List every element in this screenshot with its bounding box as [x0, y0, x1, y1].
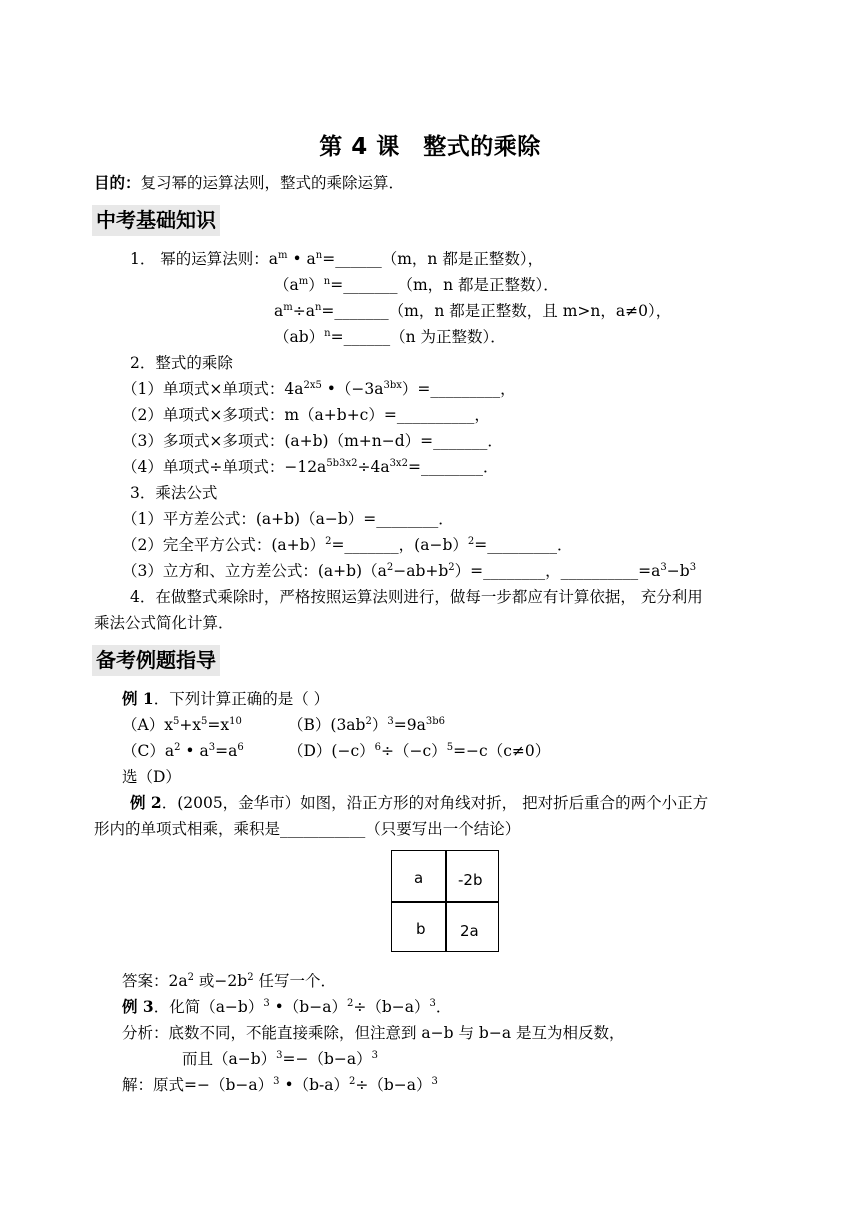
- example-1-line: [122, 689, 329, 709]
- purpose-text: 复习幂的运算法则，整式的乘除运算．: [140, 174, 405, 192]
- example-2-label: 例 2: [130, 793, 162, 812]
- example-1-label: 例 1: [122, 689, 154, 708]
- purpose-line: [94, 173, 404, 193]
- example-3-label: 例 3: [122, 997, 154, 1016]
- note-line-2: 乘法公式简化计算．: [94, 614, 234, 632]
- section-heading-basics: 中考基础知识: [92, 205, 220, 236]
- example-2-answer: 答案：$2a^2$ 或$-2b^2$ 任写一个．: [122, 972, 336, 990]
- mult-line-1: （1）单项式×单项式：$4a^{2x5}$ $•(-3a^{3bx})=\_\_\_\_\_\_\_\_\_$，: [122, 380, 516, 398]
- example-1-text: ．下列计算正确的是（ ）: [153, 690, 330, 708]
- formula-line-1: （1）平方差公式：(a+b)（a−b）=________．: [122, 510, 454, 528]
- example-3-line: [122, 997, 451, 1017]
- section-heading-examples: 备考例题指导: [92, 645, 220, 676]
- formula-line-2: （2）完全平方公式：(a+b）$^2$=_______，(a−b）$^2$=_________．: [122, 536, 573, 554]
- purpose-label: 目的：: [94, 173, 141, 192]
- option-d: $(D)(-c)^6\div(-c)^5=-c(c\ne 0)$: [288, 742, 551, 760]
- mult-line-3: （3）多项式×多项式：(a+b)（m+n−d）=_______．: [122, 432, 503, 450]
- grid-cell-bottom-right: 2a: [460, 922, 479, 940]
- formula-line-3: （3）立方和、立方差公式：$(a+b)(a^2-ab+b^2)=\_\_\_\_\_\_\_\_$，$\_\_\_\_\_\_\_\_\_\_=a^3-b^3$: [122, 562, 697, 580]
- example-3-text: ．化简$(a-b)^3$ $•(b-a)^2\div(b-a)^3$．: [153, 998, 452, 1016]
- rule-line-4: （ab）$^n$=______（n 为正整数）．: [274, 328, 506, 346]
- rule-line-3: $a^m\div a^n=\_\_\_\_\_\_\_(m$，n 都是正整数，且 m>n，a≠0），: [274, 302, 672, 320]
- option-c: $(C)a^2$ • $a^3=a^6$: [122, 742, 244, 760]
- mult-line-2: （2）单项式×多项式：m（a+b+c）=__________，: [122, 406, 490, 424]
- note-line-1: 4．在做整式乘除时，严格按照运算法则进行，做每一步都应有计算依据， 充分利用: [130, 588, 703, 606]
- grid-cell-top-left: a: [414, 869, 424, 887]
- example-2-line-2: 形内的单项式相乘，乘积是___________（只要写出一个结论）: [94, 820, 521, 838]
- example-3-solution: 解：原式$=-(b-a)^3$ $•(b-a)^2\div(b-a)^3$: [122, 1076, 438, 1094]
- grid-divider-horizontal: [392, 901, 498, 903]
- option-a: $(A)x^5+x^5=x^{10}$: [122, 716, 242, 734]
- square-grid-figure: [391, 850, 499, 952]
- rule-line-2: $(a^m)^n=\_\_\_\_\_\_\_(m$，n 都是正整数）．: [274, 276, 559, 294]
- example-2-line: [130, 793, 708, 813]
- mult-line-4: （4）单项式÷单项式：$-12a^{5b3x2}\div 4a^{3x2}=\_\_\_\_\_\_\_\_$．: [122, 458, 499, 476]
- example-1-answer: 选（D）: [122, 768, 181, 786]
- heading-item-3: 3．乘法公式: [130, 484, 218, 502]
- example-3-analysis-2: 而且$(a-b)^3=-(b-a)^3$: [182, 1050, 379, 1068]
- grid-cell-top-right: -2b: [458, 871, 483, 889]
- heading-item-2: 2．整式的乘除: [130, 354, 233, 372]
- example-2-text: ．(2005，金华市）如图，沿正方形的对角线对折， 把对折后重合的两个小正方: [161, 794, 709, 812]
- example-3-analysis: 分析：底数不同，不能直接乘除，但注意到 a−b 与 b−a 是互为相反数，: [122, 1024, 625, 1042]
- rule-line-1: 1． 幂的运算法则：$a^m$ • $a^n=\_\_\_\_\_\_(m$，n 都是正整数），: [130, 250, 544, 268]
- option-b: $(B)(3ab^2)^3=9a^{3b6}$: [288, 716, 445, 734]
- page-title: 第 4 课 整式的乘除: [319, 134, 541, 160]
- grid-cell-bottom-left: b: [416, 920, 426, 938]
